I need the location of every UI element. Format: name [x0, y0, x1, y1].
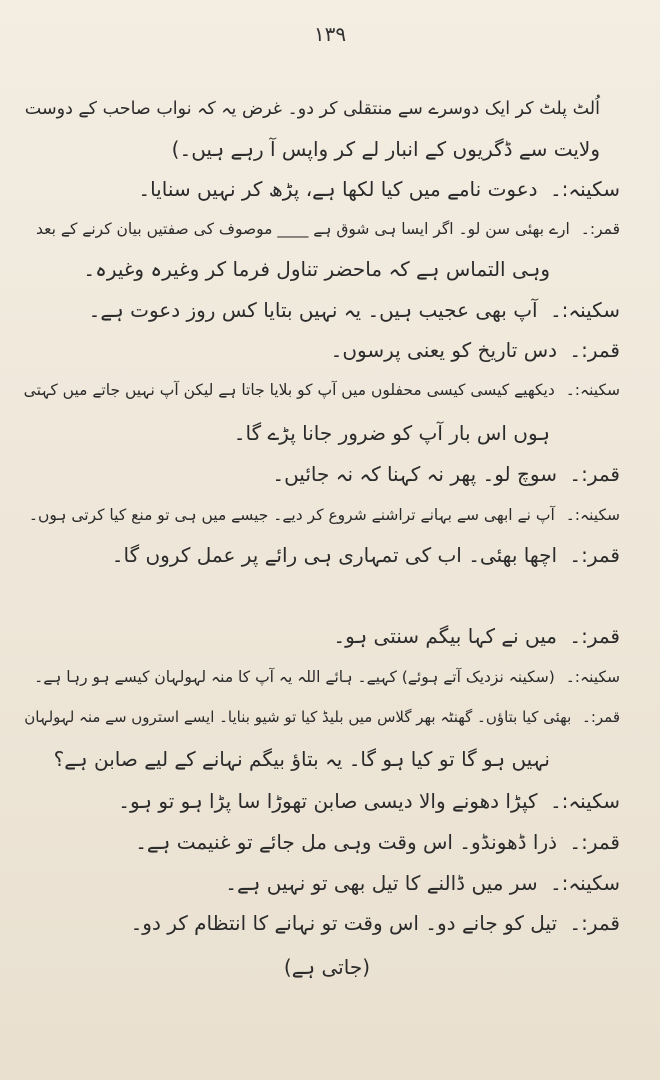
- dialogue-text: (سکینہ نزدیک آتے ہوئے) کہیے۔ ہائے اللہ یہ آپ کا منہ لہولہان کیسے ہو رہا ہے۔: [34, 668, 555, 686]
- dialogue-text: بھئی کیا بتاؤں۔ گھنٹہ بھر گلاس میں بلیڈ کیا تو شیو بنایا۔ ایسے استروں سے منہ لہولہان: [24, 708, 572, 726]
- dialogue-line: [24, 704, 620, 730]
- speaker-name: سکینہ:۔: [565, 381, 620, 399]
- dialogue-line: [131, 910, 620, 936]
- speaker-name: قمر:۔: [569, 338, 620, 362]
- speaker-name: سکینہ:۔: [565, 668, 620, 686]
- dialogue-line: [272, 461, 620, 487]
- dialogue-line: [29, 502, 620, 528]
- dialogue-line: [24, 377, 620, 403]
- speaker-name: قمر:۔: [569, 911, 620, 935]
- dialogue-line: [333, 623, 620, 649]
- dialogue-line: [118, 788, 620, 814]
- dialogue-line: [34, 664, 620, 690]
- stage-direction-exit: (جاتی ہے): [283, 955, 370, 979]
- dialogue-text: اچھا بھئی۔ اب کی تمہاری ہی رائے پر عمل کروں گا۔: [111, 543, 558, 567]
- speaker-name: قمر:۔: [582, 708, 620, 726]
- dialogue-line: [331, 337, 620, 363]
- speaker-name: قمر:۔: [580, 220, 620, 238]
- dialogue-line: [135, 829, 620, 855]
- speaker-name: قمر:۔: [569, 462, 620, 486]
- dialogue-text: ذرا ڈھونڈو۔ اس وقت وہی مل جائے تو غنیمت ہے۔: [135, 830, 558, 854]
- speaker-name: قمر:۔: [569, 830, 620, 854]
- dialogue-line: وہی التماس ہے کہ ماحضر تناول فرما کر وغیرہ وغیرہ۔: [83, 257, 550, 281]
- speaker-name: قمر:۔: [569, 543, 620, 567]
- stage-direction-line: ولایت سے ڈگریوں کے انبار لے کر واپس آ رہے ہیں۔): [171, 137, 600, 161]
- speaker-name: سکینہ:۔: [565, 506, 620, 524]
- dialogue-text: ارے بھئی سن لو۔ اگر ایسا ہی شوق ہے ____ موصوف کی صفتیں بیان کرنے کے بعد: [36, 220, 570, 238]
- dialogue-text: سر میں ڈالنے کا تیل بھی تو نہیں ہے۔: [225, 871, 538, 895]
- speaker-name: سکینہ:۔: [549, 298, 620, 322]
- dialogue-text: دعوت نامے میں کیا لکھا ہے، پڑھ کر نہیں سنایا۔: [138, 177, 538, 201]
- dialogue-text: میں نے کہا بیگم سنتی ہو۔: [333, 624, 558, 648]
- dialogue-line: [225, 870, 620, 896]
- dialogue-text: آپ نے ابھی سے بہانے تراشنے شروع کر دیے۔ جیسے میں ہی تو منع کیا کرتی ہوں۔: [28, 506, 555, 524]
- dialogue-text: آپ بھی عجیب ہیں۔ یہ نہیں بتایا کس روز دعوت ہے۔: [88, 298, 538, 322]
- speaker-name: قمر:۔: [569, 624, 620, 648]
- page-number: ۱۳۹: [313, 22, 347, 46]
- stage-direction-line: اُلٹ پلٹ کر ایک دوسرے سے منتقلی کر دو۔ غرض یہ کہ نواب صاحب کے دوست: [24, 99, 600, 119]
- dialogue-text: دس تاریخ کو یعنی پرسوں۔: [330, 338, 558, 362]
- dialogue-line: [89, 297, 620, 323]
- dialogue-line: [138, 176, 620, 202]
- dialogue-line: [112, 542, 620, 568]
- speaker-name: سکینہ:۔: [549, 789, 620, 813]
- dialogue-text: دیکھیے کیسی کیسی محفلوں میں آپ کو بلایا جاتا ہے لیکن آپ نہیں جاتے میں کہتی: [23, 381, 555, 399]
- dialogue-text: سوچ لو۔ پھر نہ کہنا کہ نہ جائیں۔: [272, 462, 558, 486]
- speaker-name: سکینہ:۔: [549, 871, 620, 895]
- dialogue-line: نہیں ہو گا تو کیا ہو گا۔ یہ بتاؤ بیگم نہانے کے لیے صابن ہے؟: [53, 747, 550, 771]
- dialogue-text: تیل کو جانے دو۔ اس وقت تو نہانے کا انتظام کر دو۔: [130, 911, 558, 935]
- dialogue-line: ہوں اس بار آپ کو ضرور جانا پڑے گا۔: [233, 421, 550, 445]
- dialogue-line: [36, 216, 620, 242]
- speaker-name: سکینہ:۔: [549, 177, 620, 201]
- dialogue-text: کپڑا دھونے والا دیسی صابن تھوڑا سا پڑا ہو تو ہو۔: [118, 789, 538, 813]
